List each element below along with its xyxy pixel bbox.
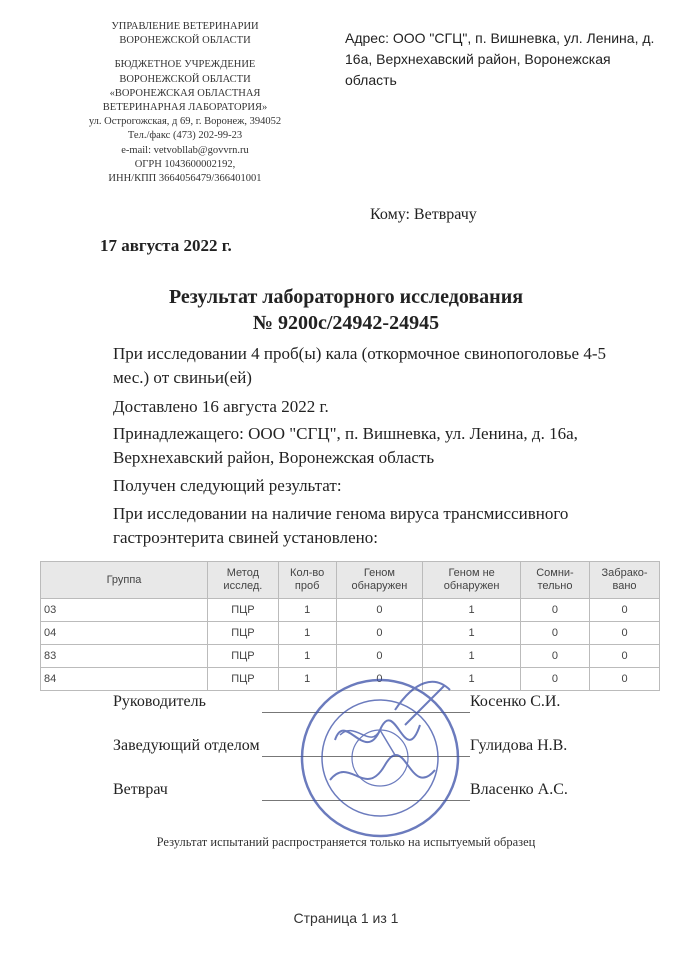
table-cell: 0 <box>590 668 660 691</box>
paragraph: Получен следующий результат: <box>113 476 342 495</box>
paragraph: При исследовании 4 проб(ы) кала (откормочное свинопоголовье 4-5 мес.) от свиньи(ей) <box>113 344 607 387</box>
table-cell: 1 <box>278 668 336 691</box>
header-line: УПРАВЛЕНИЕ ВЕТЕРИНАРИИ <box>111 21 259 32</box>
col-header: Геном не обнаружен <box>423 562 521 599</box>
header-line: БЮДЖЕТНОЕ УЧРЕЖДЕНИЕ <box>114 59 256 71</box>
header-line: Тел./факс (473) 202-99-23 <box>127 130 243 142</box>
header-line: ул. Острогожская, д 69, г. Воронеж, 394052 <box>88 116 282 128</box>
table-cell: 04 <box>41 622 208 645</box>
table-cell: 0 <box>520 668 589 691</box>
paragraph: Принадлежащего: ООО "СГЦ", п. Вишневка, ул. Ленина, д. 16а, Верхнехавский район, Воронежская область <box>113 424 578 467</box>
signature-name: Косенко С.И. <box>470 693 561 710</box>
table-cell: 1 <box>278 599 336 622</box>
col-header: Группа <box>41 562 208 599</box>
table-cell: 0 <box>336 622 423 645</box>
table-row <box>41 599 660 622</box>
signature-name: Гулидова Н.В. <box>470 737 568 754</box>
table-cell: ПЦР <box>208 622 279 645</box>
table-cell: 1 <box>423 668 521 691</box>
official-stamp-and-signatures <box>285 670 485 845</box>
recipient-address: Адрес: ООО "СГЦ", п. Вишневка, ул. Ленина, д. 16а, Верхнехавский район, Воронежская область <box>345 30 655 88</box>
header-line: e-mail: vetvobllab@govvrn.ru <box>121 144 249 156</box>
paragraph: При исследовании на наличие генома вируса трансмиссивного гастроэнтерита свиней установлено: <box>113 504 569 547</box>
table-cell: 84 <box>41 668 208 691</box>
table-cell: 83 <box>41 645 208 668</box>
col-header: Метод исслед. <box>208 562 279 599</box>
header-line: «ВОРОНЕЖСКАЯ ОБЛАСТНАЯ <box>109 87 261 99</box>
table-cell: 0 <box>590 599 660 622</box>
page-number: Страница 1 из 1 <box>293 910 399 926</box>
title-line: Результат лабораторного исследования <box>168 286 524 308</box>
header-line: ВЕТЕРИНАРНАЯ ЛАБОРАТОРИЯ» <box>102 102 268 114</box>
table-cell: 0 <box>336 668 423 691</box>
document-number: № 9200с/24942-24945 <box>252 312 440 334</box>
paragraph: Доставлено 16 августа 2022 г. <box>113 397 329 416</box>
table-cell: 0 <box>590 645 660 668</box>
table-row <box>41 622 660 645</box>
header-line: ВОРОНЕЖСКОЙ ОБЛАСТИ <box>119 73 251 85</box>
table-cell: 1 <box>423 645 521 668</box>
document-date: 17 августа 2022 г. <box>100 236 232 255</box>
lab-header <box>40 20 330 186</box>
header-line: ВОРОНЕЖСКОЙ ОБЛАСТИ <box>119 35 251 47</box>
table-cell: ПЦР <box>208 599 279 622</box>
table-cell: 0 <box>336 599 423 622</box>
header-line: ОГРН 1043600002192, <box>134 158 236 170</box>
table-cell: 1 <box>278 645 336 668</box>
table-cell: ПЦР <box>208 645 279 668</box>
table-cell: 1 <box>278 622 336 645</box>
table-cell: ПЦР <box>208 668 279 691</box>
table-cell: 0 <box>520 599 589 622</box>
table-row <box>41 645 660 668</box>
document-title <box>0 284 692 336</box>
table-cell: 0 <box>590 622 660 645</box>
signature-role: Ветврач <box>113 781 168 798</box>
recipient: Кому: Ветврачу <box>370 206 477 223</box>
col-header: Геном обнаружен <box>336 562 423 599</box>
signature-role: Руководитель <box>113 693 206 710</box>
table-cell: 0 <box>520 622 589 645</box>
col-header: Кол-во проб <box>278 562 336 599</box>
table-cell: 1 <box>423 622 521 645</box>
header-line: ИНН/КПП 3664056479/366401001 <box>108 173 262 185</box>
table-cell: 1 <box>423 599 521 622</box>
table-cell: 0 <box>520 645 589 668</box>
col-header: Забрако-вано <box>590 562 660 599</box>
table-cell: 0 <box>336 645 423 668</box>
col-header: Сомни-тельно <box>520 562 589 599</box>
signature-name: Власенко А.С. <box>470 781 568 798</box>
footer-note: Результат испытаний распространяется только на испытуемый образец <box>156 835 536 849</box>
signature-role: Заведующий отделом <box>113 737 260 754</box>
table-cell: 03 <box>41 599 208 622</box>
